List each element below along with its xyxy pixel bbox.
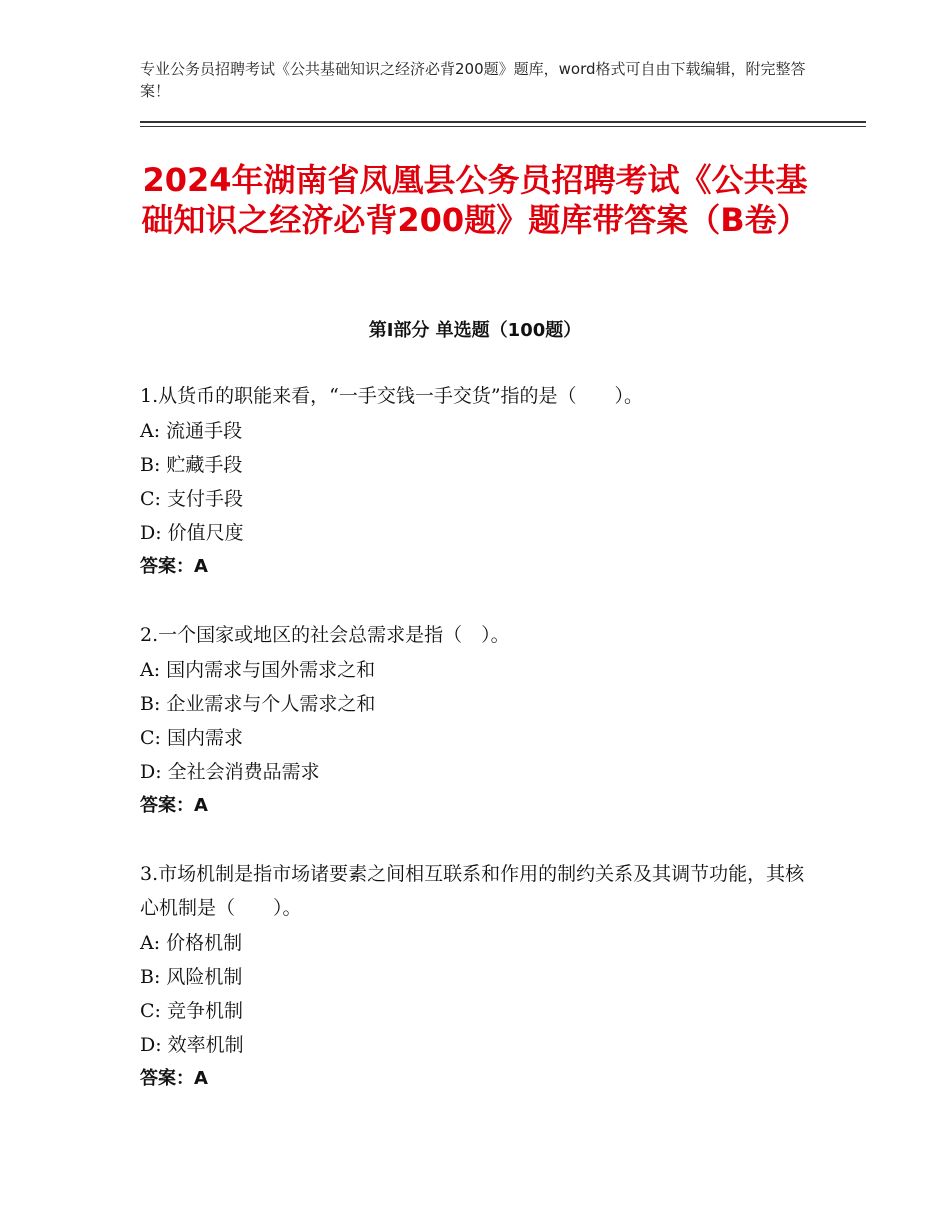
- option-d: D: 全社会消费品需求: [140, 761, 320, 783]
- option-c: C: 国内需求: [140, 727, 243, 749]
- section-heading: 第Ⅰ部分 单选题（100题）: [368, 320, 582, 341]
- option-a: A: 价格机制: [140, 932, 243, 954]
- answer: 答案：A: [140, 556, 208, 577]
- answer: 答案：A: [140, 1068, 208, 1089]
- question-stem: 3.市场机制是指市场诸要素之间相互联系和作用的制约关系及其调节功能，其核心机制是（ ）。: [140, 863, 805, 919]
- header-note: 专业公务员招聘考试《公共基础知识之经济必背200题》题库，word格式可自由下载编辑，附完整答案！: [140, 60, 806, 100]
- question-stem: 1.从货币的职能来看，“一手交钱一手交货”指的是（ ）。: [140, 385, 644, 407]
- header-rule-thin: [140, 126, 866, 127]
- option-a: A: 流通手段: [140, 420, 243, 442]
- option-b: B: 风险机制: [140, 966, 243, 988]
- answer: 答案：A: [140, 795, 208, 816]
- option-d: D: 效率机制: [140, 1034, 244, 1056]
- option-b: B: 企业需求与个人需求之和: [140, 693, 376, 715]
- document-title: 2024年湖南省凤凰县公务员招聘考试《公共基础知识之经济必背200题》题库带答案（B卷）: [141, 161, 809, 239]
- header-rule-thick: [140, 121, 866, 123]
- question-stem: 2.一个国家或地区的社会总需求是指（ ）。: [140, 624, 510, 646]
- option-c: C: 竞争机制: [140, 1000, 243, 1022]
- option-a: A: 国内需求与国外需求之和: [140, 659, 376, 681]
- option-b: B: 贮藏手段: [140, 454, 243, 476]
- option-c: C: 支付手段: [140, 488, 243, 510]
- option-d: D: 价值尺度: [140, 522, 244, 544]
